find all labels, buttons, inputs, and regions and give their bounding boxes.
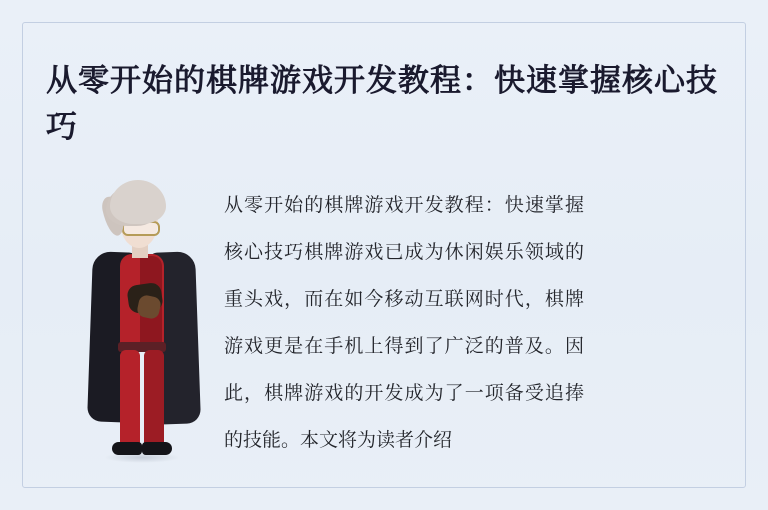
character-illustration <box>66 180 231 480</box>
leg-left <box>120 350 140 446</box>
leg-right <box>144 350 164 446</box>
page-title: 从零开始的棋牌游戏开发教程：快速掌握核心技巧 <box>46 63 718 144</box>
shoe-right <box>142 442 172 455</box>
hair <box>110 180 166 224</box>
shoe-left <box>112 442 142 455</box>
article-content <box>46 172 722 470</box>
article-body: 从零开始的棋牌游戏开发教程：快速掌握核心技巧棋牌游戏已成为休闲娱乐领域的重头戏，而在如今移动互联网时代，棋牌游戏更是在手机上得到了广泛的普及。因此，棋牌游戏的开发成为了一项备受追捧的技能。本文将为读者介绍 <box>224 195 584 451</box>
